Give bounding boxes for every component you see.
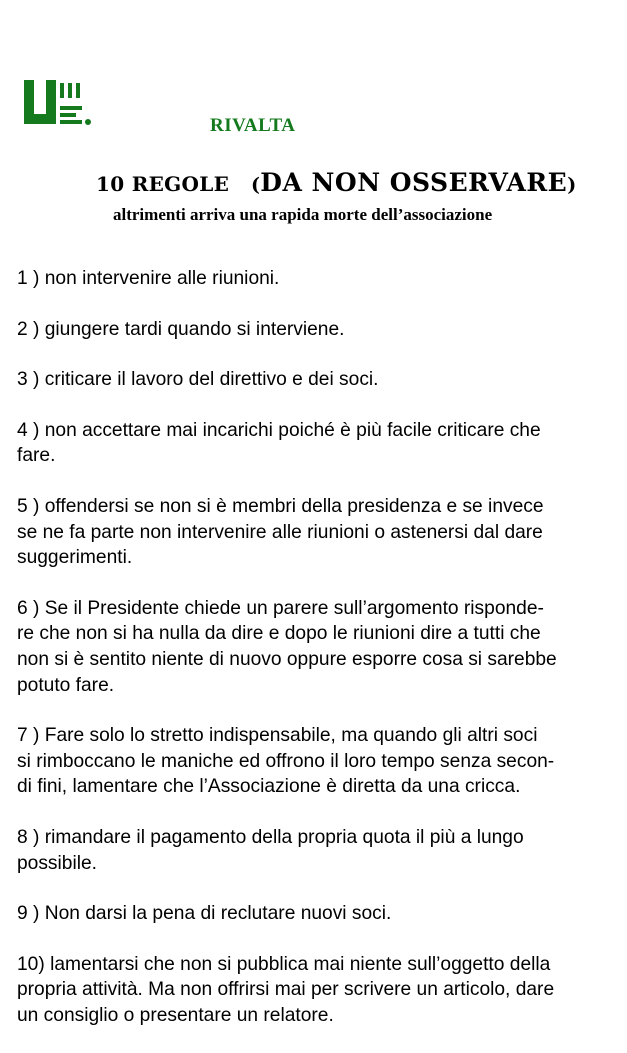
rule-item [17, 825, 627, 876]
logo-bar [60, 106, 82, 110]
rule-item [17, 723, 627, 800]
page-title [96, 168, 577, 197]
rule-line: se ne fa parte non intervenire alle riunioni o astenersi dal dare [17, 521, 543, 543]
rule-line: 6 ) Se il Presidente chiede un parere sull’argomento risponde- [17, 597, 544, 619]
rule-item [17, 317, 627, 343]
rule-line: fare. [17, 445, 56, 467]
logo-bar [60, 120, 82, 124]
logo-bar [76, 83, 80, 98]
rule-item [17, 418, 627, 469]
rules-list [17, 266, 627, 1053]
logo-bar [68, 83, 72, 98]
title-close-paren: ) [567, 174, 577, 196]
rule-line: propria attività. Ma non offrirsi mai per scrivere un articolo, dare [17, 979, 555, 1001]
logo-bar [60, 83, 64, 98]
subtitle: altrimenti arriva una rapida morte dell’associazione [113, 205, 493, 224]
title-regole: REGOLE [131, 172, 230, 196]
rule-item [17, 596, 627, 698]
rule-item [17, 494, 627, 571]
rule-item [17, 952, 627, 1029]
rule-line: 3 ) criticare il lavoro del direttivo e dei soci. [17, 369, 379, 391]
rule-line: 9 ) Non darsi la pena di reclutare nuovi soci. [17, 903, 392, 925]
rule-line: un consiglio o presentare un relatore. [17, 1004, 334, 1026]
rule-line: 8 ) rimandare il pagamento della propria quota il più a lungo [17, 826, 524, 848]
rule-line: si rimboccano le maniche ed offrono il loro tempo senza secon- [17, 750, 555, 772]
rule-line: 10) lamentarsi che non si pubblica mai niente sull’oggetto della [17, 953, 551, 975]
title-open-paren: ( [250, 174, 261, 196]
rule-line: 7 ) Fare solo lo stretto indispensabile, ma quando gli altri soci [17, 725, 538, 747]
rule-line: re che non si ha nulla da dire e dopo le riunioni dire a tutti che [17, 623, 541, 645]
rule-line: possibile. [17, 852, 97, 874]
rule-item [17, 901, 627, 927]
rule-line: 1 ) non intervenire alle riunioni. [17, 268, 280, 289]
rule-item [17, 367, 627, 393]
brand-name: RIVALTA [210, 115, 296, 136]
ume-logo [24, 80, 108, 126]
rule-line: suggerimenti. [17, 547, 133, 569]
title-number: 10 [96, 172, 132, 196]
logo-u-shape [24, 80, 56, 124]
title-main: DA NON OSSERVARE [260, 168, 568, 197]
logo-registered-mark [85, 119, 91, 125]
logo-bar [60, 113, 76, 117]
rule-line: 4 ) non accettare mai incarichi poiché è più facile criticare che [17, 419, 541, 441]
rule-line: non si è sentito niente di nuovo oppure esporre cosa si sarebbe [17, 648, 557, 670]
rule-line: 2 ) giungere tardi quando si interviene. [17, 318, 345, 340]
rule-item [17, 266, 627, 292]
rule-line: 5 ) offendersi se non si è membri della presidenza e se invece [17, 495, 544, 517]
rule-line: potuto fare. [17, 674, 115, 696]
rule-line: di fini, lamentare che l’Associazione è diretta da una cricca. [17, 776, 521, 798]
